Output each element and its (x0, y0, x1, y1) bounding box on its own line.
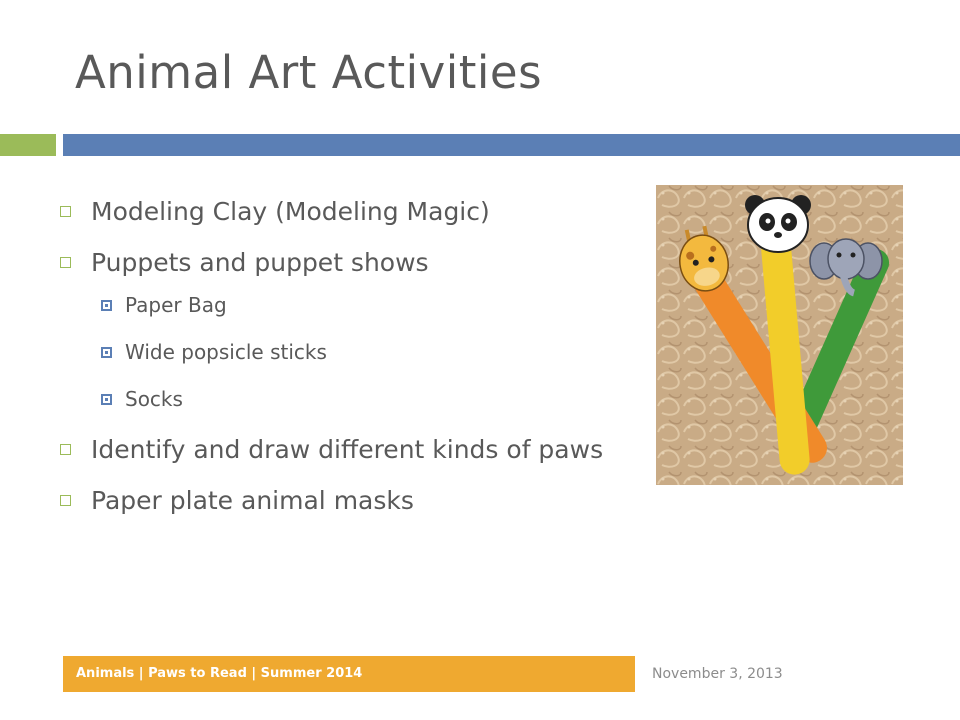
slide-title: Animal Art Activities (75, 46, 543, 99)
sub-bullet-text: Paper Bag (125, 293, 227, 317)
bullet-item (58, 195, 628, 229)
bullet-text: Paper plate animal masks (91, 486, 414, 515)
square-bullet-icon (60, 206, 71, 217)
sub-bullet-item (58, 385, 628, 413)
filled-square-bullet-icon (101, 347, 112, 358)
filled-square-bullet-icon (101, 300, 112, 311)
bullet-text: Identify and draw different kinds of paws (91, 435, 604, 464)
sub-bullet-text: Socks (125, 387, 183, 411)
bullet-list (58, 195, 628, 535)
sub-bullet-item (58, 291, 628, 319)
square-bullet-icon (60, 444, 71, 455)
bullet-text: Modeling Clay (Modeling Magic) (91, 197, 490, 226)
title-accent-bar-blue (63, 134, 960, 156)
bullet-item (58, 433, 628, 467)
sub-bullet-text: Wide popsicle sticks (125, 340, 327, 364)
filled-square-bullet-icon (101, 394, 112, 405)
footer-date: November 3, 2013 (652, 666, 783, 682)
bullet-text: Puppets and puppet shows (91, 248, 429, 277)
bullet-item (58, 484, 628, 518)
sub-bullet-item (58, 338, 628, 366)
animal-puppets-photo (656, 185, 903, 485)
square-bullet-icon (60, 257, 71, 268)
bullet-item (58, 246, 628, 280)
title-accent-bar-green (0, 134, 56, 156)
footer-text: Animals | Paws to Read | Summer 2014 (76, 666, 363, 681)
square-bullet-icon (60, 495, 71, 506)
